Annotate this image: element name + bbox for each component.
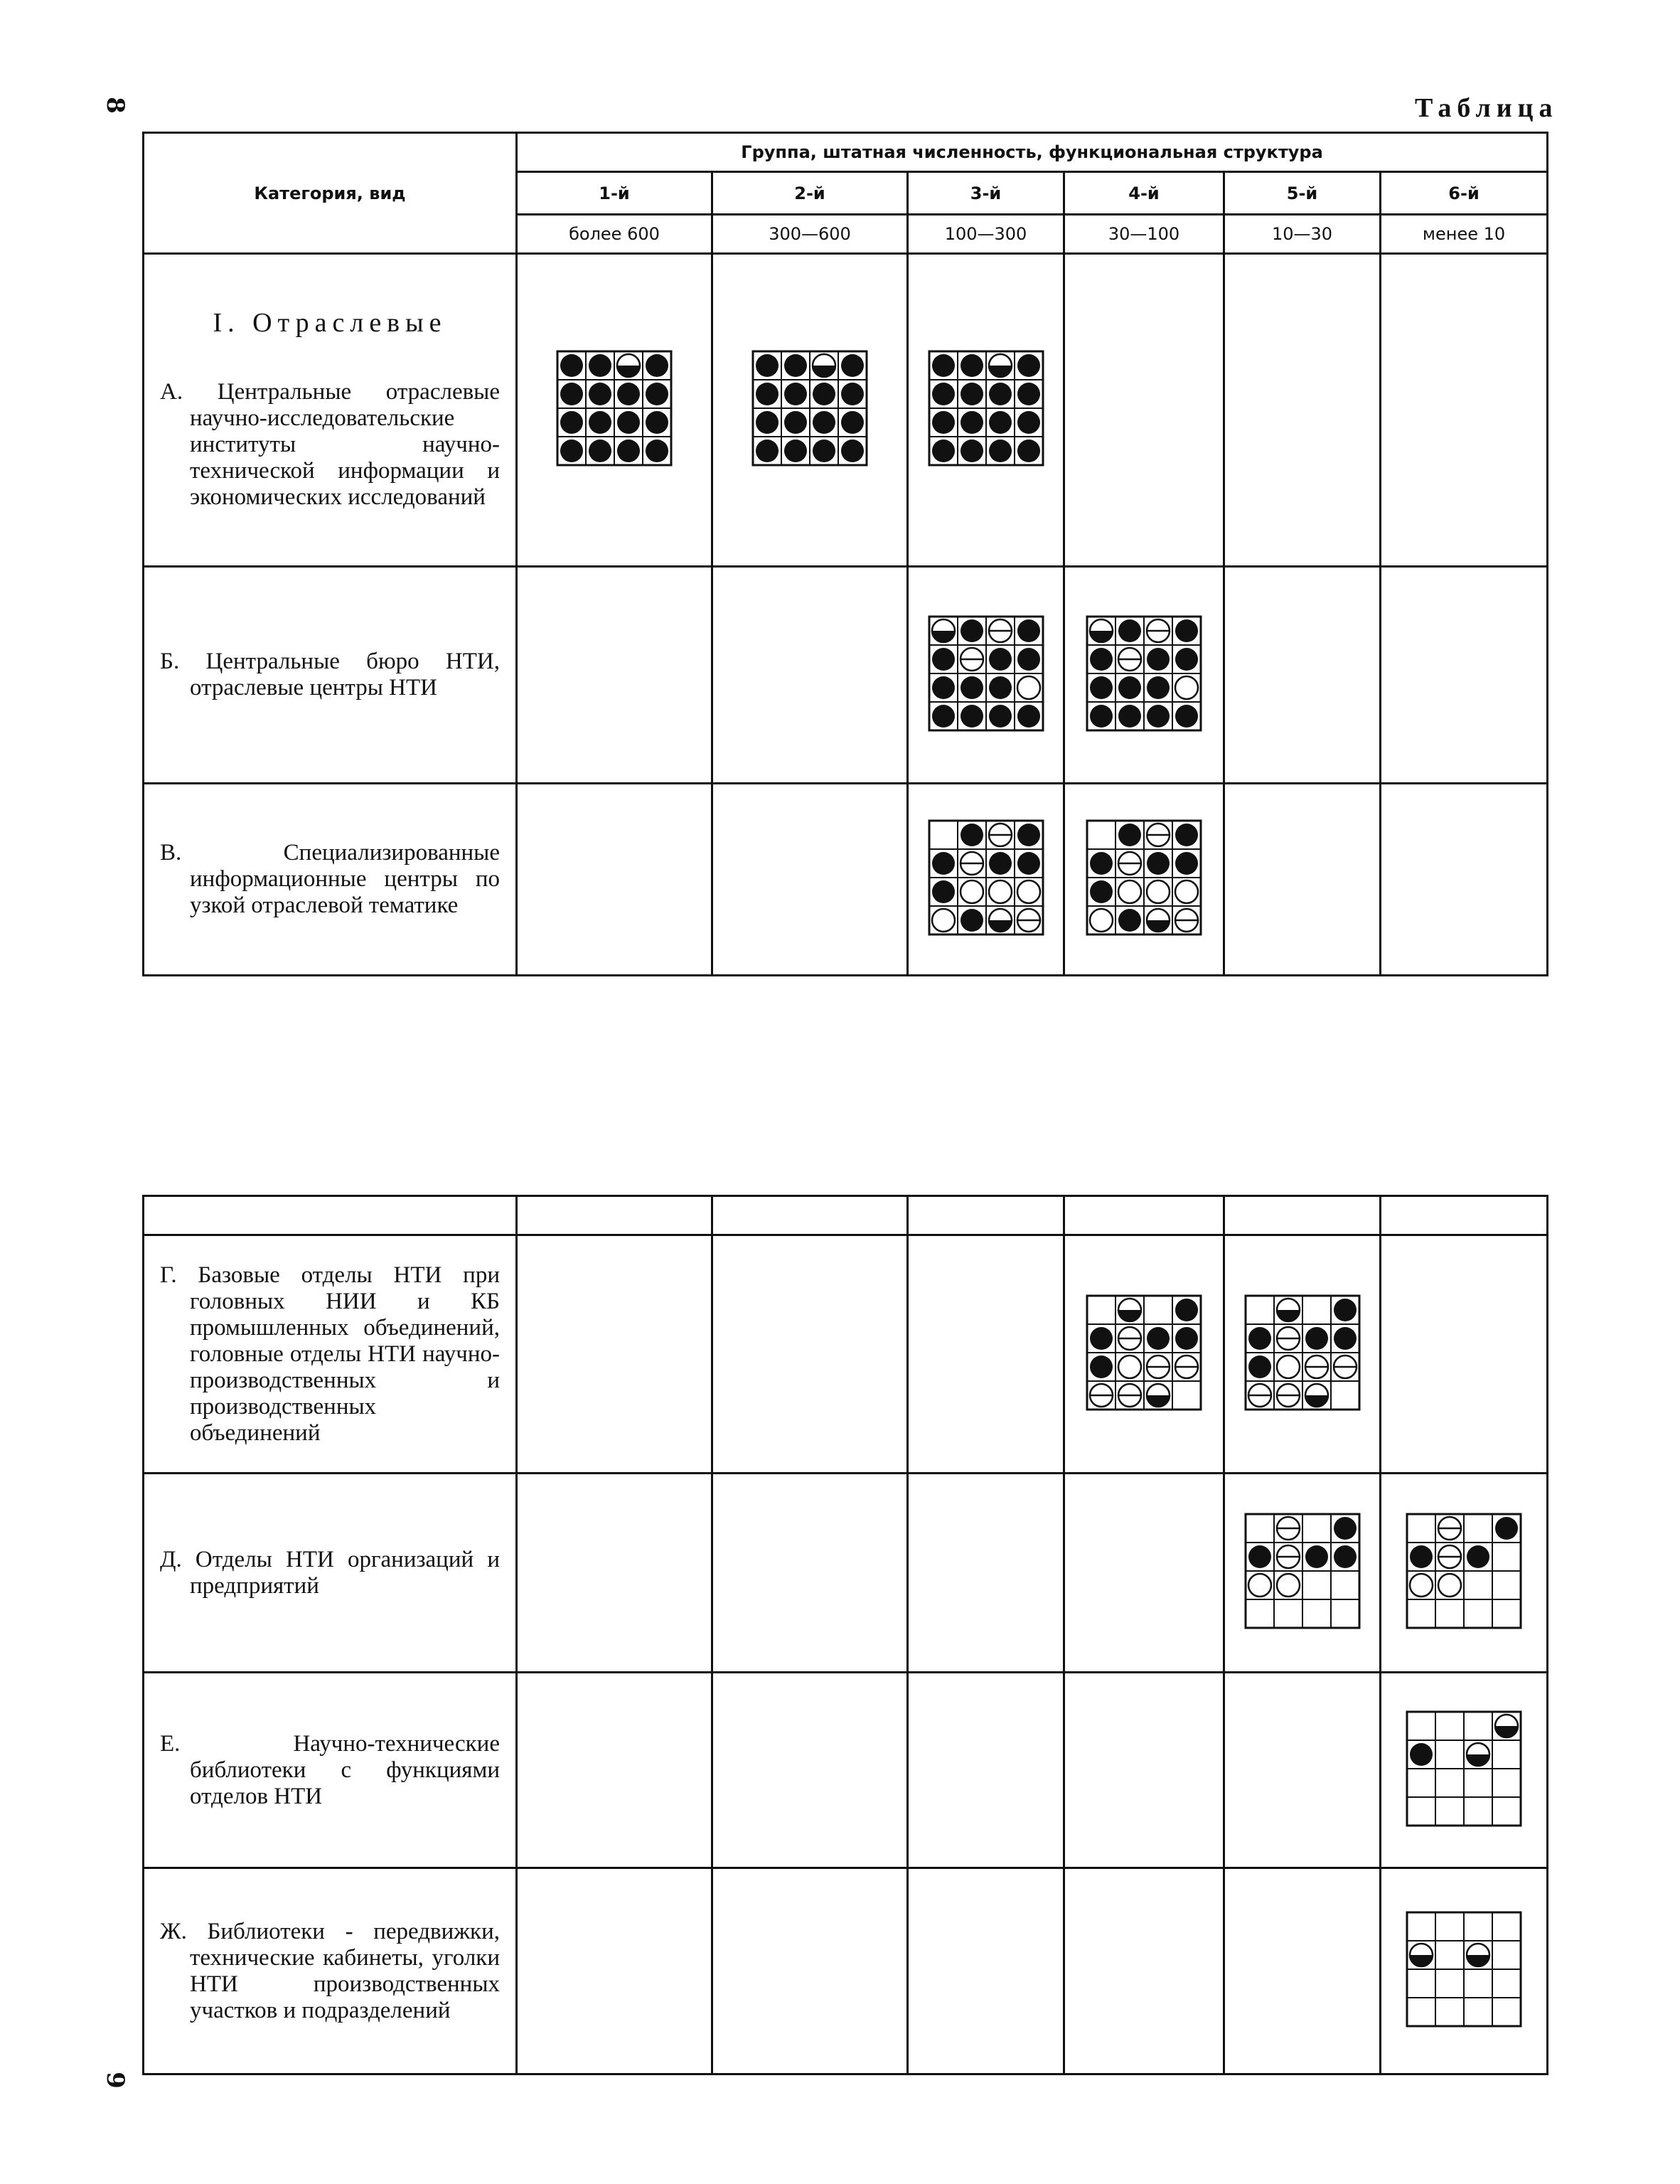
function-marker bbox=[1118, 909, 1141, 932]
function-marker bbox=[1467, 1545, 1489, 1568]
function-marker bbox=[961, 705, 983, 728]
structure-matrix bbox=[1406, 1710, 1522, 1827]
function-marker bbox=[1305, 1327, 1328, 1350]
structure-matrix bbox=[1086, 615, 1202, 732]
structure-cell bbox=[517, 1868, 712, 2074]
category-cell bbox=[144, 567, 517, 784]
category-label: Е. Научно-технические библиотеки с функциями отделов НТИ bbox=[160, 1730, 500, 1809]
structure-cell bbox=[1381, 567, 1548, 784]
function-marker bbox=[1277, 1327, 1300, 1350]
function-marker bbox=[560, 411, 583, 434]
structure-cell bbox=[1224, 1474, 1381, 1673]
function-marker bbox=[1248, 1355, 1271, 1378]
function-marker bbox=[1147, 1384, 1170, 1407]
function-marker bbox=[1175, 1327, 1198, 1350]
function-marker bbox=[1175, 1355, 1198, 1378]
structure-matrix bbox=[928, 819, 1044, 936]
function-marker bbox=[784, 354, 807, 377]
function-marker bbox=[989, 880, 1012, 903]
function-marker bbox=[1175, 705, 1198, 728]
structure-matrix bbox=[556, 350, 673, 467]
structure-matrix bbox=[1086, 819, 1202, 936]
group-staff-3: 100—300 bbox=[908, 215, 1064, 254]
function-marker bbox=[784, 440, 807, 462]
function-marker bbox=[1334, 1545, 1357, 1568]
function-marker bbox=[1305, 1545, 1328, 1568]
function-marker bbox=[1118, 1355, 1141, 1378]
table-lower bbox=[142, 1195, 1548, 2075]
function-marker bbox=[1175, 648, 1198, 671]
group-staff-5: 10—30 bbox=[1224, 215, 1381, 254]
function-marker bbox=[1175, 676, 1198, 699]
section-title: I. Отраслевые bbox=[213, 307, 447, 338]
function-marker bbox=[1277, 1384, 1300, 1407]
structure-cell bbox=[1064, 1235, 1224, 1474]
table-row bbox=[144, 1474, 1548, 1673]
function-marker bbox=[813, 411, 835, 434]
function-marker bbox=[646, 354, 668, 377]
function-marker bbox=[841, 383, 864, 405]
function-marker bbox=[1118, 1384, 1141, 1407]
structure-matrix bbox=[1244, 1294, 1361, 1411]
function-marker bbox=[1495, 1715, 1518, 1737]
function-marker bbox=[1334, 1327, 1357, 1350]
structure-cell bbox=[1224, 1673, 1381, 1868]
function-marker bbox=[1090, 1327, 1113, 1350]
category-label: В. Специализированные информационные центры по узкой отраслевой тематике bbox=[160, 840, 500, 918]
function-marker bbox=[1175, 824, 1198, 846]
function-marker bbox=[1017, 909, 1040, 932]
function-marker bbox=[756, 411, 779, 434]
structure-cell bbox=[908, 784, 1064, 976]
structure-cell bbox=[712, 1673, 908, 1868]
function-marker bbox=[961, 440, 983, 462]
function-marker bbox=[932, 619, 955, 642]
function-marker bbox=[1147, 852, 1170, 875]
function-marker bbox=[841, 440, 864, 462]
function-marker bbox=[1175, 1299, 1198, 1321]
structure-cell bbox=[1381, 1474, 1548, 1673]
structure-matrix bbox=[1406, 1911, 1522, 2028]
category-label: Ж. Библиотеки - передвижки, технические кабинеты, уголки НТИ производственных участков и подразделений bbox=[160, 1918, 500, 2023]
table-title: Таблица bbox=[1415, 93, 1558, 123]
group-name-5: 5-й bbox=[1224, 172, 1381, 215]
function-marker bbox=[589, 411, 611, 434]
function-marker bbox=[989, 619, 1012, 642]
function-marker bbox=[1090, 1384, 1113, 1407]
function-marker bbox=[1090, 852, 1113, 875]
function-marker bbox=[1305, 1384, 1328, 1407]
structure-cell bbox=[517, 1673, 712, 1868]
structure-cell bbox=[1381, 254, 1548, 567]
function-marker bbox=[784, 383, 807, 405]
function-marker bbox=[961, 354, 983, 377]
function-marker bbox=[1277, 1517, 1300, 1540]
function-marker bbox=[989, 648, 1012, 671]
structure-cell bbox=[908, 254, 1064, 567]
function-marker bbox=[1147, 1355, 1170, 1378]
function-marker bbox=[1410, 1545, 1433, 1568]
function-marker bbox=[1147, 909, 1170, 932]
function-marker bbox=[989, 909, 1012, 932]
function-marker bbox=[989, 411, 1012, 434]
function-marker bbox=[1334, 1355, 1357, 1378]
category-label: Д. Отделы НТИ организаций и предприятий bbox=[160, 1546, 500, 1599]
group-name-6: 6-й bbox=[1381, 172, 1548, 215]
structure-cell bbox=[1064, 1474, 1224, 1673]
function-marker bbox=[1017, 440, 1040, 462]
function-marker bbox=[932, 705, 955, 728]
header-group-title: Группа, штатная численность, функциональная структура bbox=[517, 133, 1548, 172]
page-number-top: 8 bbox=[100, 97, 129, 114]
function-marker bbox=[1118, 1327, 1141, 1350]
category-cell bbox=[144, 1235, 517, 1474]
function-marker bbox=[1090, 619, 1113, 642]
structure-cell bbox=[908, 1868, 1064, 2074]
structure-cell bbox=[908, 567, 1064, 784]
function-marker bbox=[1467, 1944, 1489, 1966]
group-name-1: 1-й bbox=[517, 172, 712, 215]
structure-cell bbox=[712, 567, 908, 784]
page-number-bottom: 9 bbox=[100, 2072, 129, 2089]
function-marker bbox=[1017, 880, 1040, 903]
table-row bbox=[144, 567, 1548, 784]
function-marker bbox=[646, 383, 668, 405]
structure-cell bbox=[517, 567, 712, 784]
table-row bbox=[144, 1235, 1548, 1474]
function-marker bbox=[1017, 824, 1040, 846]
function-marker bbox=[1334, 1517, 1357, 1540]
function-marker bbox=[1118, 676, 1141, 699]
function-marker bbox=[932, 909, 955, 932]
function-marker bbox=[1090, 909, 1113, 932]
category-cell bbox=[144, 1474, 517, 1673]
function-marker bbox=[589, 440, 611, 462]
function-marker bbox=[961, 619, 983, 642]
function-marker bbox=[1017, 411, 1040, 434]
group-staff-2: 300—600 bbox=[712, 215, 908, 254]
function-marker bbox=[1175, 880, 1198, 903]
structure-cell bbox=[517, 1235, 712, 1474]
function-marker bbox=[841, 411, 864, 434]
structure-matrix bbox=[928, 350, 1044, 467]
function-marker bbox=[989, 383, 1012, 405]
structure-cell bbox=[1381, 784, 1548, 976]
group-name-4: 4-й bbox=[1064, 172, 1224, 215]
function-marker bbox=[617, 411, 640, 434]
group-staff-4: 30—100 bbox=[1064, 215, 1224, 254]
function-marker bbox=[1090, 705, 1113, 728]
structure-cell bbox=[517, 784, 712, 976]
function-marker bbox=[961, 648, 983, 671]
function-marker bbox=[1017, 852, 1040, 875]
structure-matrix bbox=[1086, 1294, 1202, 1411]
function-marker bbox=[1277, 1299, 1300, 1321]
function-marker bbox=[961, 411, 983, 434]
header-category: Категория, вид bbox=[144, 133, 517, 254]
function-marker bbox=[841, 354, 864, 377]
function-marker bbox=[961, 880, 983, 903]
category-label: Б. Центральные бюро НТИ, отраслевые центры НТИ bbox=[160, 649, 500, 701]
structure-cell bbox=[908, 1673, 1064, 1868]
function-marker bbox=[1248, 1545, 1271, 1568]
function-marker bbox=[1438, 1545, 1461, 1568]
function-marker bbox=[1410, 1743, 1433, 1766]
structure-cell bbox=[1064, 1673, 1224, 1868]
function-marker bbox=[1467, 1743, 1489, 1766]
function-marker bbox=[932, 354, 955, 377]
function-marker bbox=[932, 852, 955, 875]
function-marker bbox=[1017, 354, 1040, 377]
structure-cell bbox=[1381, 1673, 1548, 1868]
function-marker bbox=[1175, 619, 1198, 642]
continuation-row bbox=[144, 1196, 1548, 1235]
function-marker bbox=[989, 824, 1012, 846]
structure-cell bbox=[1381, 1235, 1548, 1474]
function-marker bbox=[1118, 852, 1141, 875]
structure-cell bbox=[1064, 567, 1224, 784]
function-marker bbox=[1090, 648, 1113, 671]
structure-cell bbox=[1224, 567, 1381, 784]
structure-cell bbox=[908, 1235, 1064, 1474]
function-marker bbox=[1090, 676, 1113, 699]
group-name-2: 2-й bbox=[712, 172, 908, 215]
function-marker bbox=[989, 440, 1012, 462]
structure-cell bbox=[1224, 1868, 1381, 2074]
structure-cell bbox=[712, 784, 908, 976]
function-marker bbox=[560, 354, 583, 377]
function-marker bbox=[989, 676, 1012, 699]
structure-cell bbox=[712, 1474, 908, 1673]
function-marker bbox=[617, 440, 640, 462]
category-cell bbox=[144, 1868, 517, 2074]
structure-cell bbox=[712, 1235, 908, 1474]
structure-cell bbox=[712, 1868, 908, 2074]
function-marker bbox=[784, 411, 807, 434]
function-marker bbox=[961, 852, 983, 875]
function-marker bbox=[1118, 1299, 1141, 1321]
function-marker bbox=[813, 354, 835, 377]
structure-matrix bbox=[928, 615, 1044, 732]
function-marker bbox=[1175, 852, 1198, 875]
structure-cell bbox=[517, 1474, 712, 1673]
function-marker bbox=[1090, 1355, 1113, 1378]
function-marker bbox=[646, 440, 668, 462]
function-marker bbox=[989, 705, 1012, 728]
function-marker bbox=[560, 440, 583, 462]
function-marker bbox=[1334, 1299, 1357, 1321]
group-staff-1: более 600 bbox=[517, 215, 712, 254]
group-name-3: 3-й bbox=[908, 172, 1064, 215]
function-marker bbox=[961, 676, 983, 699]
function-marker bbox=[1147, 648, 1170, 671]
table-row bbox=[144, 1868, 1548, 2074]
function-marker bbox=[989, 354, 1012, 377]
function-marker bbox=[1305, 1355, 1328, 1378]
function-marker bbox=[1090, 880, 1113, 903]
function-marker bbox=[1017, 676, 1040, 699]
function-marker bbox=[932, 383, 955, 405]
function-marker bbox=[1175, 909, 1198, 932]
function-marker bbox=[646, 411, 668, 434]
structure-cell bbox=[1064, 254, 1224, 567]
structure-matrix bbox=[1406, 1513, 1522, 1629]
function-marker bbox=[961, 909, 983, 932]
function-marker bbox=[961, 383, 983, 405]
function-marker bbox=[617, 383, 640, 405]
function-marker bbox=[1147, 705, 1170, 728]
function-marker bbox=[1277, 1574, 1300, 1597]
function-marker bbox=[932, 411, 955, 434]
structure-cell bbox=[1064, 784, 1224, 976]
function-marker bbox=[961, 824, 983, 846]
function-marker bbox=[1147, 824, 1170, 846]
function-marker bbox=[560, 383, 583, 405]
function-marker bbox=[1410, 1944, 1433, 1966]
function-marker bbox=[1438, 1517, 1461, 1540]
function-marker bbox=[1147, 1327, 1170, 1350]
function-marker bbox=[1248, 1327, 1271, 1350]
structure-cell bbox=[1381, 1868, 1548, 2074]
function-marker bbox=[1017, 383, 1040, 405]
function-marker bbox=[1147, 619, 1170, 642]
structure-cell bbox=[908, 1474, 1064, 1673]
function-marker bbox=[1118, 824, 1141, 846]
function-marker bbox=[1495, 1517, 1518, 1540]
function-marker bbox=[1438, 1574, 1461, 1597]
structure-cell bbox=[1224, 784, 1381, 976]
structure-matrix bbox=[1244, 1513, 1361, 1629]
function-marker bbox=[1017, 705, 1040, 728]
category-cell bbox=[144, 254, 517, 567]
structure-cell bbox=[1224, 1235, 1381, 1474]
function-marker bbox=[756, 383, 779, 405]
structure-cell bbox=[517, 254, 712, 567]
function-marker bbox=[932, 440, 955, 462]
function-marker bbox=[1277, 1545, 1300, 1568]
function-marker bbox=[1410, 1574, 1433, 1597]
table-upper bbox=[142, 132, 1548, 976]
function-marker bbox=[756, 354, 779, 377]
category-cell bbox=[144, 784, 517, 976]
function-marker bbox=[1118, 648, 1141, 671]
function-marker bbox=[1017, 619, 1040, 642]
function-marker bbox=[589, 354, 611, 377]
structure-matrix bbox=[751, 350, 868, 467]
function-marker bbox=[1147, 676, 1170, 699]
table-row bbox=[144, 254, 1548, 567]
function-marker bbox=[1118, 619, 1141, 642]
structure-cell bbox=[712, 254, 908, 567]
function-marker bbox=[1277, 1355, 1300, 1378]
group-staff-6: менее 10 bbox=[1381, 215, 1548, 254]
structure-cell bbox=[1064, 1868, 1224, 2074]
function-marker bbox=[617, 354, 640, 377]
function-marker bbox=[1118, 705, 1141, 728]
category-label: Г. Базовые отделы НТИ при головных НИИ и КБ промышленных объединений, головные отделы НТИ научно-производственных и производственных объединений bbox=[160, 1262, 500, 1446]
table-row bbox=[144, 784, 1548, 976]
function-marker bbox=[756, 440, 779, 462]
category-cell bbox=[144, 1673, 517, 1868]
function-marker bbox=[589, 383, 611, 405]
function-marker bbox=[1248, 1384, 1271, 1407]
function-marker bbox=[813, 440, 835, 462]
function-marker bbox=[932, 880, 955, 903]
function-marker bbox=[1118, 880, 1141, 903]
function-marker bbox=[1248, 1574, 1271, 1597]
function-marker bbox=[932, 648, 955, 671]
function-marker bbox=[932, 676, 955, 699]
structure-cell bbox=[1224, 254, 1381, 567]
category-label: А. Центральные отраслевые научно-исследовательские институты научно-технической информации и экономических исследований bbox=[160, 378, 500, 510]
table-row bbox=[144, 1673, 1548, 1868]
function-marker bbox=[1147, 880, 1170, 903]
function-marker bbox=[813, 383, 835, 405]
function-marker bbox=[989, 852, 1012, 875]
function-marker bbox=[1017, 648, 1040, 671]
